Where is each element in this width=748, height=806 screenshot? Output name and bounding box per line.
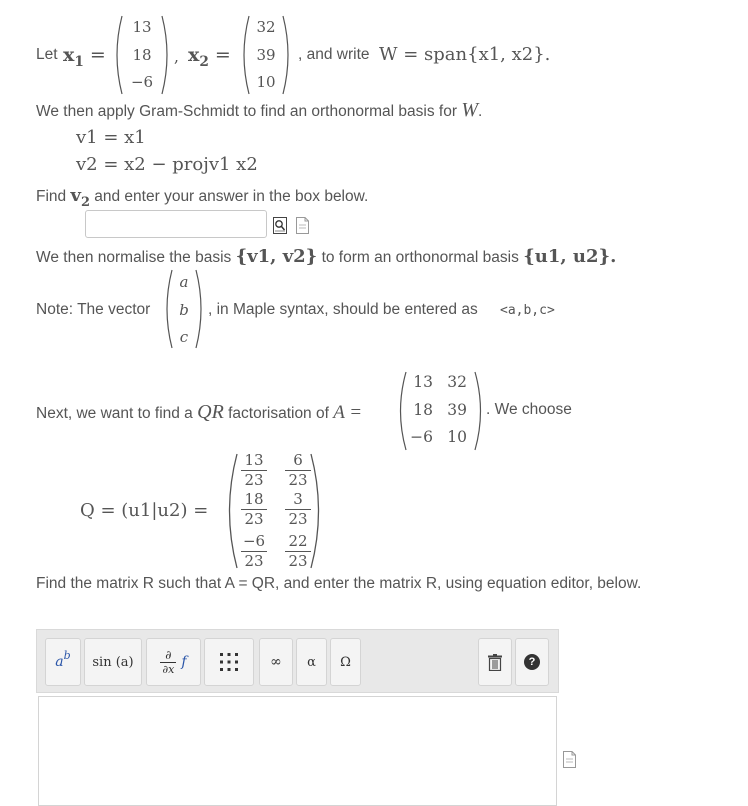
- q-matrix-left-paren: [220, 452, 240, 570]
- gram-schmidt-text: We then apply Gram-Schmidt to find an orthonormal basis for W.: [36, 99, 483, 121]
- x1-left-paren: [110, 14, 124, 96]
- a-entry: 18: [413, 401, 433, 419]
- a-matrix-left-paren: [393, 370, 409, 452]
- syntax-doc-icon[interactable]: [296, 217, 309, 234]
- note-left-paren: [160, 268, 174, 350]
- maple-syntax-code: <a,b,c>: [500, 303, 555, 318]
- x1-entry: 13: [132, 18, 152, 36]
- equation-editor-toolbar: [36, 629, 559, 693]
- help-button[interactable]: [515, 638, 549, 686]
- note-entry: c: [179, 328, 189, 346]
- q-entry: 22 23: [285, 534, 311, 569]
- equation-editor-area[interactable]: [38, 696, 557, 806]
- span-expression: W = span{x1, x2}.: [379, 44, 551, 65]
- preview-icon[interactable]: [273, 217, 287, 234]
- a-matrix: [409, 373, 471, 447]
- infinity-button[interactable]: ∞: [259, 638, 293, 686]
- find-r-text: Find the matrix R such that A = QR, and enter the matrix R, using equation editor, below.: [36, 575, 642, 592]
- q-entry: 18 23: [241, 492, 267, 527]
- x2-right-paren: [281, 14, 295, 96]
- note-maple-text: , in Maple syntax, should be entered as: [208, 301, 478, 318]
- x2-left-paren: [237, 14, 251, 96]
- symbols-button[interactable]: Ω: [330, 638, 361, 686]
- a-entry: −6: [410, 428, 433, 446]
- x2-entry: 10: [256, 73, 276, 91]
- find-v2-text: Find $v_2$ and enter your answer in the box below.: [36, 185, 369, 210]
- x1-right-paren: [160, 14, 174, 96]
- we-choose-text: . We choose: [486, 401, 572, 418]
- note-vector: [174, 275, 194, 345]
- q-entry: 6 23: [285, 453, 311, 488]
- q-entry: −6 23: [242, 532, 266, 570]
- x1-entry: −6: [130, 73, 154, 91]
- editor-doc-icon[interactable]: [563, 751, 576, 768]
- x2-symbol: $x_2$ =: [188, 44, 231, 70]
- equation-v1: v1 = x1: [76, 127, 146, 148]
- x2-vector: [252, 20, 280, 90]
- qr-text: Next, we want to find a QR factorisation of A =: [36, 401, 363, 423]
- q-entry: 13 23: [241, 453, 267, 488]
- greek-button[interactable]: α: [296, 638, 327, 686]
- matrix-dots-icon: [219, 652, 239, 672]
- a-entry: 39: [447, 401, 467, 419]
- x1-vector: [127, 20, 157, 90]
- and-write-text: , and write: [298, 46, 370, 63]
- calculus-button[interactable]: ∂ ∂x f: [146, 638, 201, 686]
- q-matrix-right-paren: [308, 452, 328, 570]
- q-label: Q = (u1|u2) =: [80, 500, 209, 521]
- a-entry: 13: [413, 373, 433, 391]
- note-entry: b: [179, 300, 189, 319]
- note-entry: a: [179, 273, 189, 291]
- a-entry: 32: [447, 373, 467, 391]
- v2-answer-input[interactable]: [85, 210, 267, 238]
- let-label: Let: [36, 46, 58, 63]
- x2-entry: 32: [256, 18, 276, 36]
- note-right-paren: [194, 268, 208, 350]
- trash-icon: [488, 654, 502, 671]
- q-entry: 3 23: [285, 492, 311, 527]
- equation-v2: v2 = x2 − projv1 x2: [76, 154, 258, 175]
- functions-button[interactable]: sin (a): [84, 638, 142, 686]
- delete-button[interactable]: [478, 638, 512, 686]
- comma: ,: [174, 48, 179, 66]
- a-entry: 10: [447, 428, 467, 446]
- matrix-button[interactable]: [204, 638, 254, 686]
- normalise-text: We then normalise the basis {v1, v2} to form an orthonormal basis {u1, u2}.: [36, 246, 617, 267]
- help-icon: ?: [524, 654, 540, 670]
- superscript-button[interactable]: a b: [45, 638, 81, 686]
- note-label: Note: The vector: [36, 301, 151, 318]
- x2-entry: 39: [256, 45, 276, 64]
- x1-entry: 18: [132, 45, 152, 64]
- x1-symbol: $x_1$ =: [63, 44, 106, 70]
